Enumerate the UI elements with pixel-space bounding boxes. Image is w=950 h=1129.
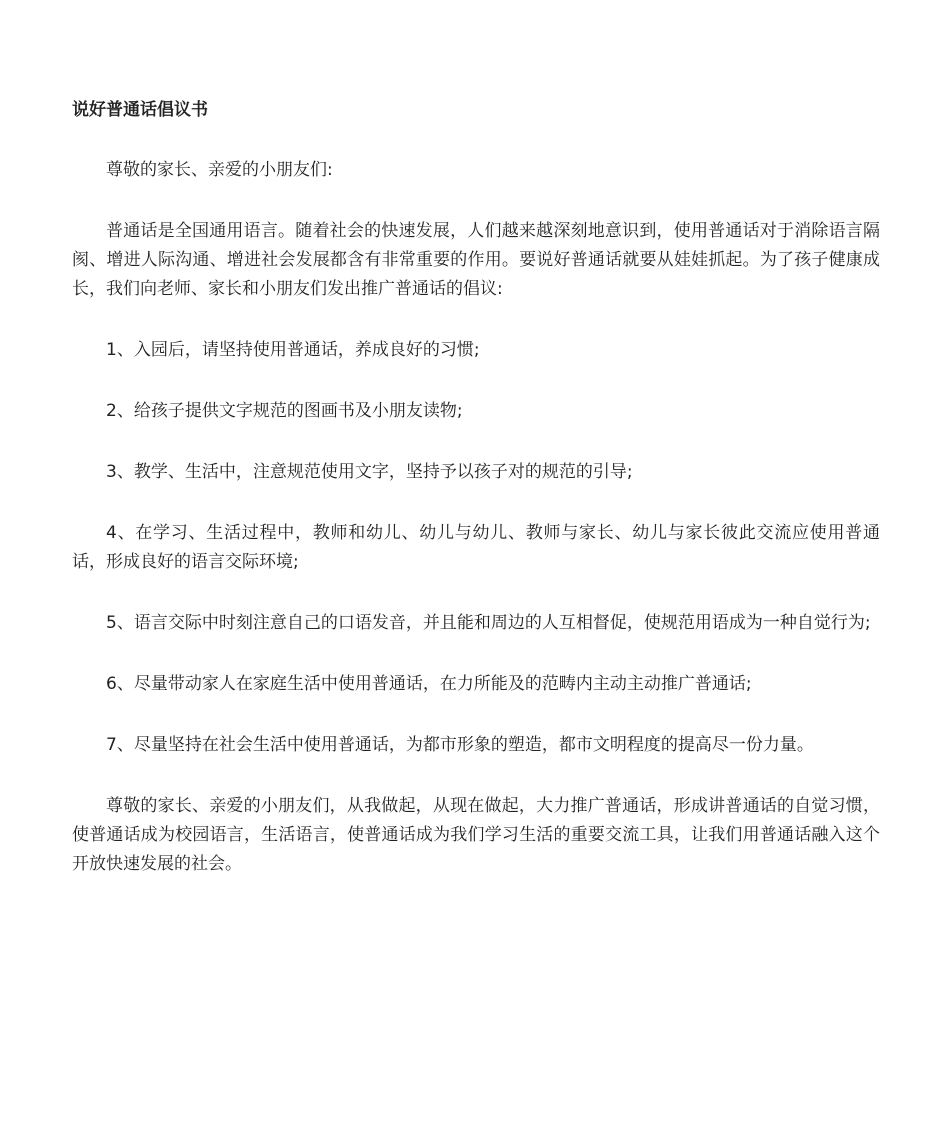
proposal-item-1: 1、入园后，请坚持使用普通话，养成良好的习惯; [106, 340, 480, 360]
intro-paragraph: 普通话是全国通用语言。随着社会的快速发展，人们越来越深刻地意识到，使用普通话对于消除语言隔阂、增进人际沟通、增进社会发展都含有非常重要的作用。要说好普通话就要从娃娃抓起。为了孩子健康成长，我们向老师、家长和小朋友们发出推广普通话的倡议: [72, 221, 880, 299]
document-title: 说好普通话倡议书 [72, 100, 208, 120]
proposal-item-2: 2、给孩子提供文字规范的图画书及小朋友读物; [106, 401, 463, 421]
document-page [72, 96, 880, 879]
salutation: 尊敬的家长、亲爱的小朋友们: [106, 160, 333, 180]
closing-paragraph: 尊敬的家长、亲爱的小朋友们，从我做起，从现在做起，大力推广普通话，形成讲普通话的自觉习惯，使普通话成为校园语言，生活语言，使普通话成为我们学习生活的重要交流工具，让我们用普通话融入这个开放快速发展的社会。 [72, 796, 880, 874]
proposal-item-4: 4、在学习、生活过程中，教师和幼儿、幼儿与幼儿、教师与家长、幼儿与家长彼此交流应使用普通话，形成良好的语言交际环境; [72, 523, 880, 572]
proposal-item-5: 5、语言交际中时刻注意自己的口语发音，并且能和周边的人互相督促，使规范用语成为一种自觉行为; [106, 613, 871, 633]
proposal-item-6: 6、尽量带动家人在家庭生活中使用普通话，在力所能及的范畴内主动主动推广普通话; [106, 674, 752, 694]
proposal-item-7: 7、尽量坚持在社会生活中使用普通话，为都市形象的塑造，都市文明程度的提高尽一份力量。 [106, 735, 814, 755]
proposal-item-3: 3、教学、生活中，注意规范使用文字，坚持予以孩子对的规范的引导; [106, 462, 633, 482]
